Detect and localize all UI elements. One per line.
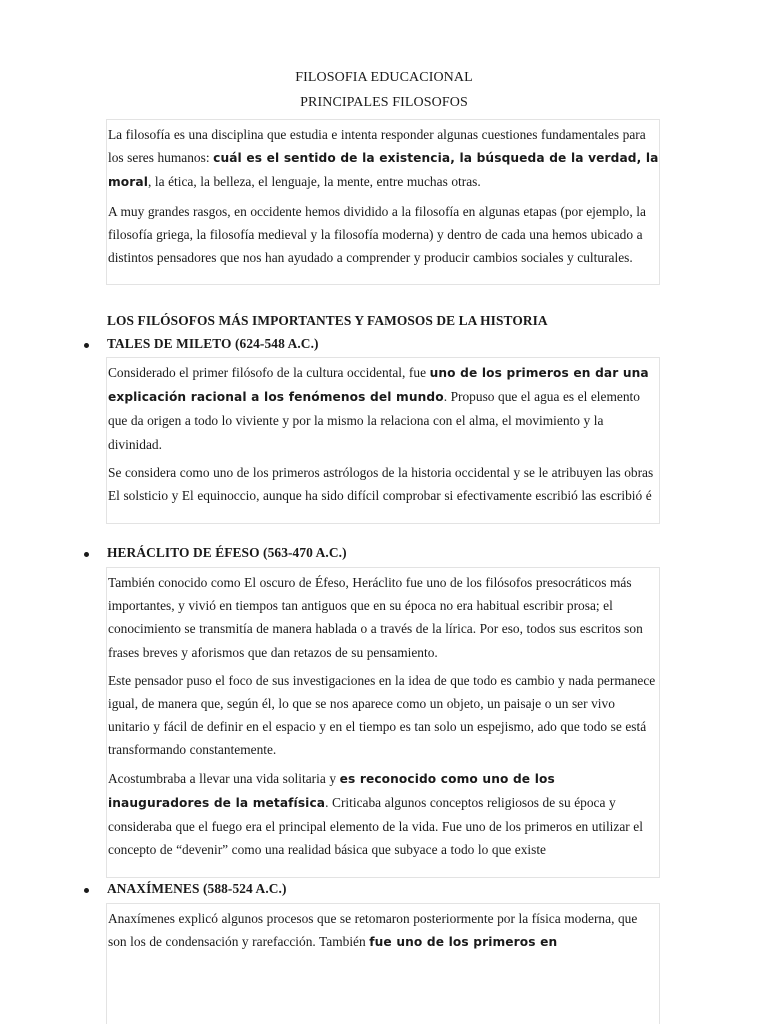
philosopher-name-tales: TALES DE MILETO (624-548 A.C.) (107, 336, 319, 351)
tales-paragraph-2: Se considera como uno de los primeros astrólogos de la historia occidental y se le atribuyen las obras El solsticio y El equinoccio, aunque ha sido difícil comprobar si efectivamente escribió las escribió é (108, 464, 654, 504)
highlighted-text: uno de los primeros en dar una explicación racional a los fenómenos del mundo (108, 366, 649, 405)
philosopher-box-heraclito (106, 567, 660, 878)
bullet-icon (84, 552, 89, 557)
intro-paragraph-2: A muy grandes rasgos, en occidente hemos dividido a la filosofía en algunas etapas (por ejemplo, la filosofía griega, la filosofía medieval y la filosofía moderna) y dentro de cada una hemos ubicado a distintos pensadores que nos han ayudado a comprender y producir cambios sociales y culturales. (108, 203, 646, 266)
philosopher-box-anaximenes (106, 903, 660, 1024)
intro-paragraph-1: La filosofía es una disciplina que estudia e intenta responder algunas cuestiones fundamentales para los seres humanos: cuál es el sentido de la existencia, la búsqueda de la verdad, la moral, la ética, la belleza, el lenguaje, la mente, entre muchas otras. (108, 127, 659, 190)
bullet-icon (84, 343, 89, 348)
philosopher-name-heraclito: HERÁCLITO DE ÉFESO (563-470 A.C.) (107, 545, 347, 560)
heraclito-paragraph-3: Acostumbraba a llevar una vida solitaria y es reconocido como uno de los inauguradores de la metafísica. Criticaba algunos conceptos religiosos de su época y consideraba que el fuego era el principal elemento de la vida. Fue uno de los primeros en utilizar el concepto de “devenir” como una realidad básica que subyace a todo lo que existe (108, 770, 643, 858)
highlighted-text: fue uno de los primeros en (369, 935, 558, 950)
heraclito-paragraph-1: También conocido como El oscuro de Éfeso, Heráclito fue uno de los filósofos presocráticos más importantes, y vivió en tiempos tan antiguos que en su época no era habitual escribir prosa; el conocimiento se transmitía de manera hablada o a través de la lírica. Por eso, todos sus escritos son frases breves y aforismos que dan retazos de su pensamiento. (108, 575, 643, 660)
philosopher-name-anaximenes: ANAXÍMENES (588-524 A.C.) (107, 881, 287, 896)
anaximenes-paragraph-1: Anaxímenes explicó algunos procesos que se retomaron posteriormente por la física moderna, que son los de condensación y rarefacción. También fue uno de los primeros en (108, 911, 638, 950)
philosopher-box-tales (106, 357, 660, 524)
highlighted-text: cuál es el sentido de la existencia, la búsqueda de la verdad, la moral (108, 151, 659, 190)
tales-paragraph-1: Considerado el primer filósofo de la cultura occidental, fue uno de los primeros en dar una explicación racional a los fenómenos del mundo. Propuso que el agua es el elemento que da origen a todo lo viviente y por la mismo la relaciona con el alma, el movimiento y la divinidad. (108, 365, 649, 452)
heraclito-paragraph-2: Este pensador puso el foco de sus investigaciones en la idea de que todo es cambio y nada permanece igual, de manera que, según él, lo que se nos aparece como un objeto, un paisaje o un ser vivo unitario y fácil de definir en el espacio y en el tiempo es tan solo un espejismo, ado que todo se está transformando constantemente. (108, 672, 656, 758)
document-title: FILOSOFIA EDUCACIONAL (295, 70, 473, 85)
bullet-icon (84, 888, 89, 893)
section-heading: LOS FILÓSOFOS MÁS IMPORTANTES Y FAMOSOS DE LA HISTORIA (107, 313, 548, 328)
document-subtitle: PRINCIPALES FILOSOFOS (300, 95, 468, 110)
highlighted-text: es reconocido como uno de los inauguradores de la metafísica (108, 771, 555, 810)
intro-box (106, 119, 660, 285)
